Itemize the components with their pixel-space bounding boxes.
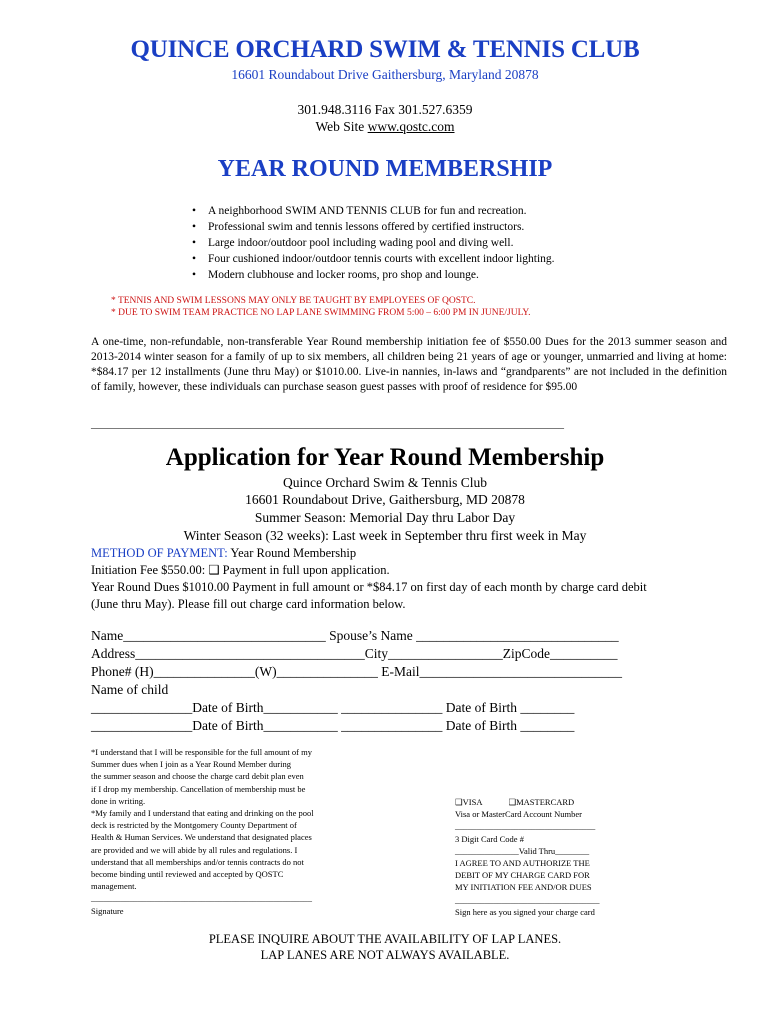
terms-line: deck is restricted by the Montgomery County Department of: [91, 820, 297, 831]
application-club: Quince Orchard Swim & Tennis Club: [283, 475, 487, 490]
terms-line: become binding until reviewed and accepted by QOSTC: [91, 869, 284, 880]
card-signature-label: Sign here as you signed your charge card: [455, 906, 595, 917]
website-label: Web Site: [315, 119, 368, 134]
child-label: Name of child: [91, 682, 169, 697]
account-number-line[interactable]: _________________________________: [455, 821, 596, 832]
payment-method-value: Year Round Membership: [227, 546, 357, 560]
payment-section: [91, 545, 647, 613]
terms-line: the summer season and choose the charge card debit plan even: [91, 771, 304, 782]
section-divider: ______________________________________________________________________________________: [91, 418, 564, 430]
club-address: 16601 Roundabout Drive Gaithersburg, Maryland 20878: [231, 67, 539, 82]
application-title: Application for Year Round Membership: [165, 444, 605, 471]
feature-item: • Four cushioned indoor/outdoor tennis courts with excellent indoor lighting.: [192, 251, 555, 267]
card-line: DEBIT OF MY CHARGE CARD FOR: [455, 870, 590, 881]
terms-line: are provided and we will abide by all rules and regulations. I: [91, 844, 298, 855]
valid-thru-line[interactable]: _______________Valid Thru________: [455, 845, 590, 856]
fee-paragraph: A one-time, non-refundable, non-transferable Year Round membership initiation fee of $550.00 Dues for the 2013 summer season and 2013-2014 winter season for a family of up to six members, all children being 21 years of age or younger, unmarried and living at home: *$84.17 per 12 installments (June thru May) or $1010.00. Live-in nannies, in-laws and “grandparents” are not included in the definition of family, however, these individuals can purchase season guest passes with proof of residence for $95.00: [91, 336, 727, 393]
summer-season: Summer Season: Memorial Day thru Labor Day: [254, 510, 516, 525]
card-code-label[interactable]: 3 Digit Card Code #: [455, 833, 524, 844]
section-title: YEAR ROUND MEMBERSHIP: [217, 156, 553, 182]
phone-email-fields[interactable]: Phone# (H)_______________(W)_______________ E-Mail______________________________: [91, 664, 622, 679]
card-line: I AGREE TO AND AUTHORIZE THE: [455, 858, 590, 869]
card-type-row: [455, 796, 600, 808]
lap-lane-line-2: LAP LANES ARE NOT ALWAYS AVAILABLE.: [260, 948, 510, 962]
address-fields[interactable]: Address__________________________________City_________________ZipCode__________: [91, 646, 618, 661]
feature-item: • Large indoor/outdoor pool including wading pool and diving well.: [192, 235, 555, 251]
card-line: MY INITIATION FEE AND/OR DUES: [455, 882, 592, 893]
mastercard-checkbox[interactable]: ❑MASTERCARD: [508, 797, 575, 807]
notice-lessons: * TENNIS AND SWIM LESSONS MAY ONLY BE TAUGHT BY EMPLOYEES OF QOSTC.: [111, 296, 476, 306]
terms-line: management.: [91, 881, 137, 892]
website-link[interactable]: www.qostc.com: [367, 119, 455, 134]
notice-list: [111, 295, 530, 319]
terms-block: [91, 746, 314, 917]
charge-card-block: [455, 796, 600, 918]
child-row-1[interactable]: _______________Date of Birth___________ _______________ Date of Birth ________: [91, 700, 575, 715]
lap-lane-notice: [0, 931, 770, 963]
terms-line: *I understand that I will be responsible for the full amount of my: [91, 747, 312, 757]
application-address: 16601 Roundabout Drive, Gaithersburg, MD 20878: [245, 492, 525, 507]
lap-lane-line-1: PLEASE INQUIRE ABOUT THE AVAILABILITY OF LAP LANES.: [208, 932, 562, 946]
card-signature-line[interactable]: __________________________________: [455, 894, 600, 905]
terms-line: *My family and I understand that eating and drinking on the pool: [91, 808, 314, 819]
dues-description: Year Round Dues $1010.00 Payment in full amount or *$84.17 on first day of each month by charge card debit: [91, 580, 647, 594]
feature-item: • Modern clubhouse and locker rooms, pro shop and lounge.: [192, 267, 555, 283]
notice-lap-lanes: * DUE TO SWIM TEAM PRACTICE NO LAP LANE SWIMMING FROM 5:00 – 6:00 PM IN JUNE/JULY.: [111, 308, 531, 318]
terms-line: done in writing.: [91, 795, 146, 806]
club-website: [0, 119, 770, 135]
card-line: Visa or MasterCard Account Number: [455, 809, 582, 820]
club-name-heading: QUINCE ORCHARD SWIM & TENNIS CLUB: [130, 36, 640, 63]
dues-description-cont: (June thru May). Please fill out charge card information below.: [91, 597, 406, 611]
initiation-fee-option[interactable]: Initiation Fee $550.00: ❑ Payment in full upon application.: [91, 563, 390, 577]
terms-line: Health & Human Services. We understand that designated places: [91, 832, 312, 843]
signature-line[interactable]: ____________________________________________________: [91, 893, 312, 904]
payment-method: [91, 545, 647, 562]
child-row-2[interactable]: _______________Date of Birth___________ _______________ Date of Birth ________: [91, 718, 575, 733]
terms-line: understand that all memberships and/or tennis contracts do not: [91, 856, 304, 867]
feature-item: • Professional swim and tennis lessons offered by certified instructors.: [192, 219, 555, 235]
payment-method-label: METHOD OF PAYMENT:: [91, 546, 228, 560]
terms-line: Summer dues when I join as a Year Round Member during: [91, 759, 291, 770]
signature-label: Signature: [91, 905, 124, 916]
winter-season: Winter Season (32 weeks): Last week in September thru first week in May: [183, 528, 587, 543]
feature-item: • A neighborhood SWIM AND TENNIS CLUB for fun and recreation.: [192, 203, 555, 219]
feature-list: [192, 203, 555, 283]
name-spouse-fields[interactable]: Name______________________________ Spouse’s Name ______________________________: [91, 628, 619, 643]
terms-line: if I drop my membership. Cancellation of membership must be: [91, 783, 306, 794]
visa-checkbox[interactable]: ❑VISA: [455, 797, 483, 807]
club-phone-fax: 301.948.3116 Fax 301.527.6359: [297, 102, 473, 117]
